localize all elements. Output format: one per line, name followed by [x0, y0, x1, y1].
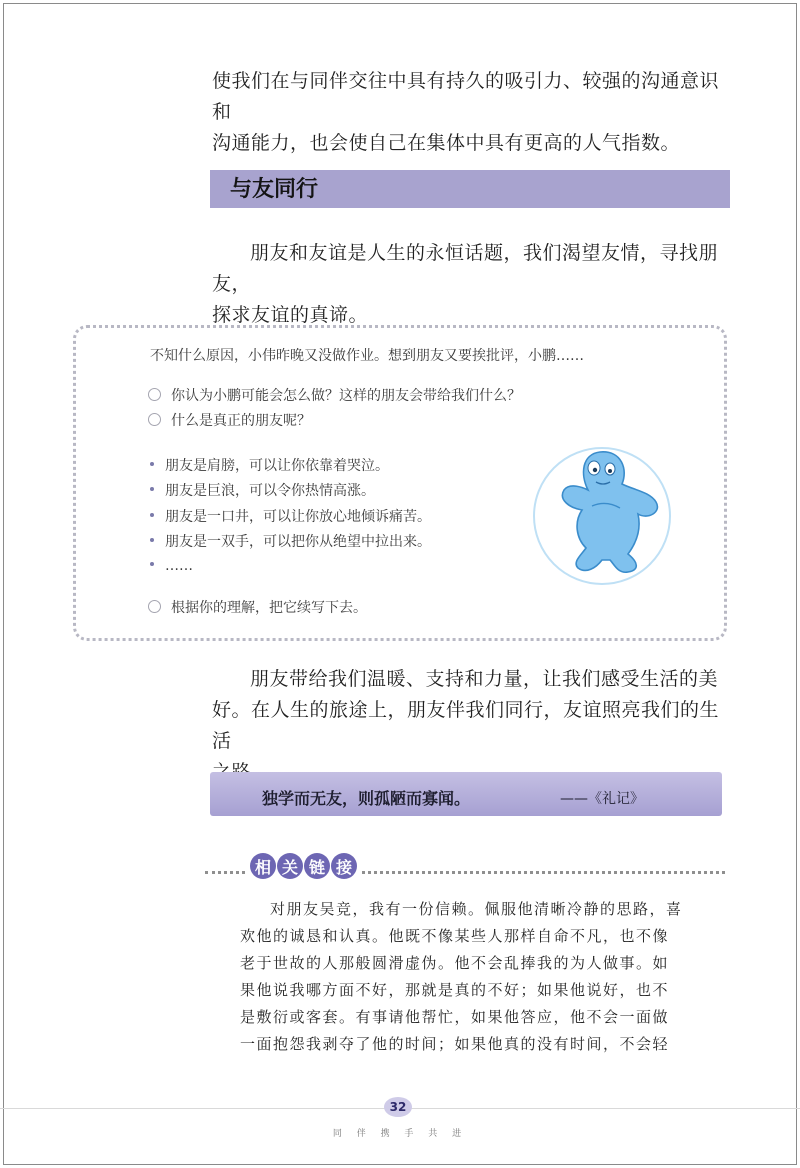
bullet-item: [150, 507, 431, 527]
paragraph-friends-bring: [212, 664, 732, 788]
question-text: 你认为小鹏可能会怎么做？这样的朋友会带给我们什么？: [171, 388, 521, 404]
related-link-text: [240, 896, 700, 1058]
para2-line-1: 朋友带给我们温暖、支持和力量，让我们感受生活的美: [250, 668, 719, 690]
question-item: [148, 386, 521, 406]
question-item: [148, 411, 311, 431]
question-text: 什么是真正的朋友呢？: [171, 413, 311, 429]
footer-text: 同 伴 携 手 共 进: [332, 1129, 468, 1139]
intro-line-2: 沟通能力，也会使自己在集体中具有更高的人气指数。: [212, 132, 681, 154]
section-title: 与友同行: [230, 177, 319, 202]
dot-bullet-icon: [150, 513, 154, 517]
badge-char: 相: [250, 853, 276, 879]
bullet-text: 朋友是巨浪，可以令你热情高涨。: [165, 483, 375, 499]
quote-source: ——《礼记》: [560, 791, 644, 807]
badge-char: 链: [304, 853, 330, 879]
para2-line-2: 好。在人生的旅途上，朋友伴我们同行，友谊照亮我们的生活: [212, 699, 720, 752]
paragraph-friendship: [212, 238, 732, 331]
bullet-text: 朋友是肩膀，可以让你依靠着哭泣。: [165, 458, 389, 474]
bullet-item: [150, 556, 193, 576]
bullet-text: ……: [165, 558, 193, 574]
link-line: 是敷衍或客套。有事请他帮忙，如果他答应，他不会一面做: [240, 1008, 670, 1026]
circle-bullet-icon: [148, 388, 161, 401]
intro-paragraph: [212, 66, 732, 159]
para1-line-2: 探求友谊的真谛。: [212, 304, 369, 326]
dot-bullet-icon: [150, 487, 154, 491]
quote-text: 独学而无友，则孤陋而寡闻。: [262, 789, 471, 808]
activity-scenario: 不知什么原因，小伟昨晚又没做作业。想到朋友又要挨批评，小鹏……: [150, 348, 584, 364]
related-link-badge: [247, 853, 361, 879]
mascot-illustration: [530, 442, 675, 587]
dot-bullet-icon: [150, 538, 154, 542]
bullet-text: 朋友是一口井，可以让你放心地倾诉痛苦。: [165, 509, 431, 525]
badge-char: 接: [331, 853, 357, 879]
link-line: 对朋友吴竞，我有一份信赖。佩服他清晰冷静的思路，喜: [270, 900, 683, 918]
link-line: 老于世故的人那般圆滑虚伪。他不会乱捧我的为人做事。如: [240, 954, 670, 972]
circle-bullet-icon: [148, 413, 161, 426]
intro-line-1: 使我们在与同伴交往中具有持久的吸引力、较强的沟通意识和: [212, 70, 720, 123]
blue-mascot-icon: [530, 442, 675, 587]
dot-bullet-icon: [150, 462, 154, 466]
bullet-item: [150, 532, 431, 552]
task-text: 根据你的理解，把它续写下去。: [171, 600, 367, 616]
link-line: 果他说我哪方面不好，那就是真的不好；如果他说好，也不: [240, 981, 670, 999]
circle-bullet-icon: [148, 600, 161, 613]
bullet-item: [150, 481, 375, 501]
page-number: 32: [384, 1097, 412, 1117]
badge-char: 关: [277, 853, 303, 879]
task-item: [148, 598, 367, 618]
link-line: 欢他的诚恳和认真。他既不像某些人那样自命不凡，也不像: [240, 927, 670, 945]
para1-line-1: 朋友和友谊是人生的永恒话题，我们渴望友情，寻找朋友，: [212, 242, 719, 295]
bullet-item: [150, 456, 389, 476]
related-link-header: [205, 857, 725, 882]
dot-bullet-icon: [150, 562, 154, 566]
link-line: 一面抱怨我剥夺了他的时间；如果他真的没有时间，不会轻: [240, 1035, 670, 1053]
bullet-text: 朋友是一双手，可以把你从绝望中拉出来。: [165, 534, 431, 550]
